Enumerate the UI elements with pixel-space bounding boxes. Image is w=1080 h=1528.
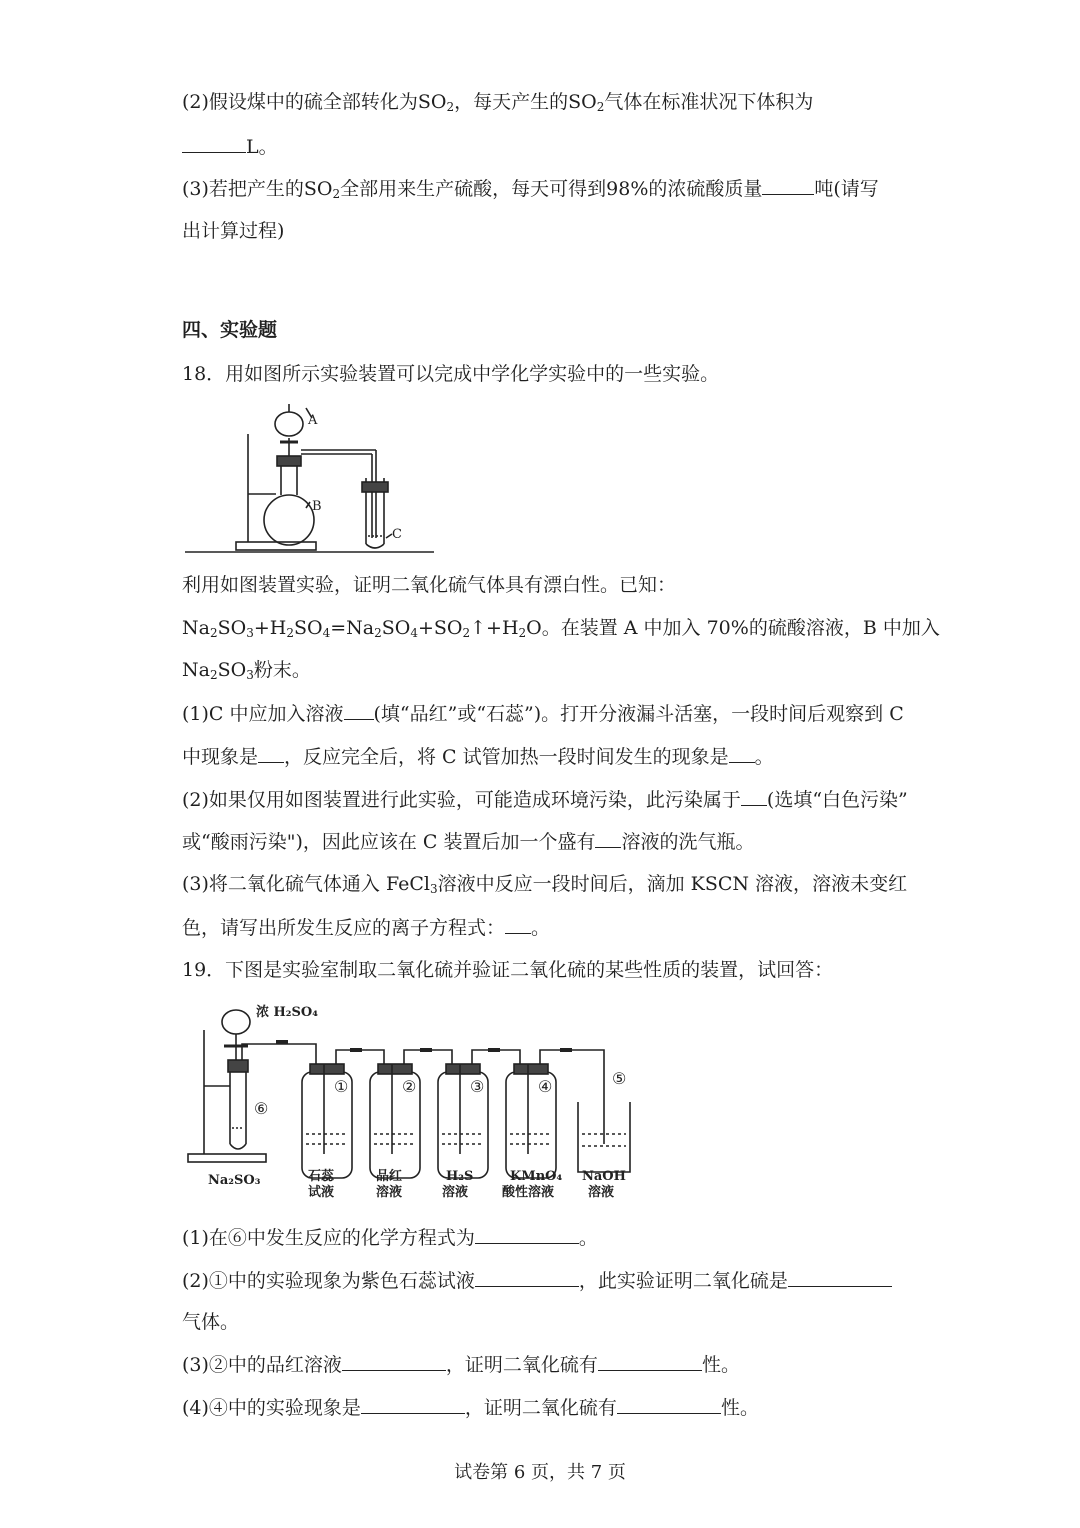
q19-s1: (1)在⑥中发生反应的化学方程式为 。 bbox=[182, 1223, 598, 1252]
test-tube-c bbox=[366, 544, 384, 548]
label-bottle2-a: 品红 bbox=[376, 1169, 403, 1184]
label-beaker5-b: 溶液 bbox=[588, 1185, 615, 1200]
label-a: A bbox=[308, 413, 318, 428]
label-beaker5-a: NaOH bbox=[582, 1169, 626, 1184]
flask-stopper bbox=[277, 456, 301, 466]
q18-s1-line1: (1)C 中应加入溶液 (填“品红”或“石蕊”)。打开分液漏斗活塞，一段时间后观察到 C bbox=[182, 699, 904, 728]
answer-blank[interactable] bbox=[617, 1393, 721, 1414]
label-bottle2-b: 溶液 bbox=[376, 1185, 403, 1200]
label-c: C bbox=[392, 527, 402, 542]
q19-s2-line1: (2)①中的实验现象为紫色石蕊试液 ，此实验证明二氧化硫是 bbox=[182, 1266, 892, 1295]
label-n2: ② bbox=[402, 1077, 417, 1096]
connector-1 bbox=[242, 1044, 316, 1070]
dropping-funnel bbox=[222, 1010, 250, 1034]
page-footer: 试卷第 6 页，共 7 页 bbox=[454, 1462, 626, 1483]
answer-blank[interactable] bbox=[741, 785, 767, 806]
q19-s3: (3)②中的品红溶液 ，证明二氧化硫有 性。 bbox=[182, 1350, 740, 1379]
label-acid: 浓 H₂SO₄ bbox=[256, 1005, 318, 1020]
label-n1: ① bbox=[334, 1077, 349, 1096]
funnel-a bbox=[275, 412, 303, 436]
answer-blank[interactable] bbox=[475, 1223, 579, 1244]
answer-blank[interactable] bbox=[788, 1266, 892, 1287]
label-n6: ⑥ bbox=[254, 1099, 269, 1118]
q18-equation-line: $Na_2SO_3+H_2SO_4=Na_2SO_4+SO_2↑+H_2O$。在装置 A 中加入 70%的硫酸溶液，B 中加入 bbox=[182, 617, 940, 640]
label-bottle1-b: 试液 bbox=[308, 1185, 335, 1200]
q17-part3-line2: 出计算过程) bbox=[182, 220, 285, 242]
q19-title: 19．下图是实验室制取二氧化硫并验证二氧化硫的某些性质的装置，试回答： bbox=[182, 959, 834, 981]
answer-blank[interactable] bbox=[595, 827, 621, 848]
generator-stopper bbox=[228, 1060, 248, 1072]
answer-blank[interactable] bbox=[344, 699, 374, 720]
answer-blank[interactable] bbox=[475, 1266, 579, 1287]
flask-b bbox=[264, 495, 314, 545]
answer-blank[interactable] bbox=[258, 742, 284, 763]
label-bottle1-a: 石蕊 bbox=[308, 1169, 335, 1184]
label-n4: ④ bbox=[538, 1077, 553, 1096]
label-n5: ⑤ bbox=[612, 1069, 627, 1088]
section-title: 四、实验题 bbox=[182, 319, 278, 341]
answer-blank[interactable] bbox=[182, 132, 246, 153]
stand-base bbox=[188, 1154, 266, 1162]
label-solid: Na₂SO₃ bbox=[208, 1173, 261, 1188]
answer-blank[interactable] bbox=[762, 174, 814, 195]
label-b: B bbox=[312, 499, 322, 514]
q18-s2-line1: (2)如果仅用如图装置进行此实验，可能造成环境污染，此污染属于 (选填“白色污染” bbox=[182, 785, 908, 814]
q19-s4: (4)④中的实验现象是 ，证明二氧化硫有 性。 bbox=[182, 1393, 759, 1422]
answer-blank[interactable] bbox=[361, 1393, 465, 1414]
q18-title: 18．用如图所示实验装置可以完成中学化学实验中的一些实验。 bbox=[182, 363, 720, 385]
q17-part2-line1: (2)假设煤中的硫全部转化为$SO_2$，每天产生的$SO_2$气体在标准状况下体积为 bbox=[182, 91, 814, 114]
label-bottle3-b: 溶液 bbox=[442, 1185, 469, 1200]
generator-tube bbox=[230, 1144, 246, 1149]
q18-apparatus-figure bbox=[180, 398, 440, 558]
answer-blank[interactable] bbox=[729, 742, 755, 763]
q18-s3-line1: (3)将二氧化硫气体通入 FeCl$_3$溶液中反应一段时间后，滴加 KSCN 溶液，溶液未变红 bbox=[182, 873, 908, 896]
answer-blank[interactable] bbox=[342, 1350, 446, 1371]
q18-s3-line2: 色，请写出所发生反应的离子方程式： 。 bbox=[182, 913, 550, 942]
q18-intro-line1: 利用如图装置实验，证明二氧化硫气体具有漂白性。已知： bbox=[182, 574, 677, 596]
q18-s1-line2: 中现象是 ，反应完全后，将 C 试管加热一段时间发生的现象是 。 bbox=[182, 742, 774, 771]
tube-stopper bbox=[362, 482, 388, 492]
q18-intro-line3: $Na_2SO_3$粉末。 bbox=[182, 659, 311, 682]
answer-blank[interactable] bbox=[505, 913, 531, 934]
label-bottle4-b: 酸性溶液 bbox=[502, 1185, 555, 1200]
label-n3: ③ bbox=[470, 1077, 485, 1096]
label-bottle3-a: H₂S bbox=[446, 1169, 474, 1184]
stand-base bbox=[236, 542, 316, 550]
connector-5 bbox=[540, 1050, 604, 1144]
q17-part3-line1: (3)若把产生的$SO_2$全部用来生产硫酸，每天可得到98%的浓硫酸质量 吨(请写 bbox=[182, 174, 879, 203]
q19-apparatus-figure bbox=[184, 994, 644, 1204]
label-bottle4-a: KMnO₄ bbox=[510, 1169, 563, 1184]
answer-blank[interactable] bbox=[598, 1350, 702, 1371]
q19-s2-line2: 气体。 bbox=[182, 1311, 240, 1333]
q18-s2-line2: 或“酸雨污染")，因此应该在 C 装置后加一个盛有 溶液的洗气瓶。 bbox=[182, 827, 755, 856]
q17-part2-line2: L。 bbox=[182, 132, 278, 161]
